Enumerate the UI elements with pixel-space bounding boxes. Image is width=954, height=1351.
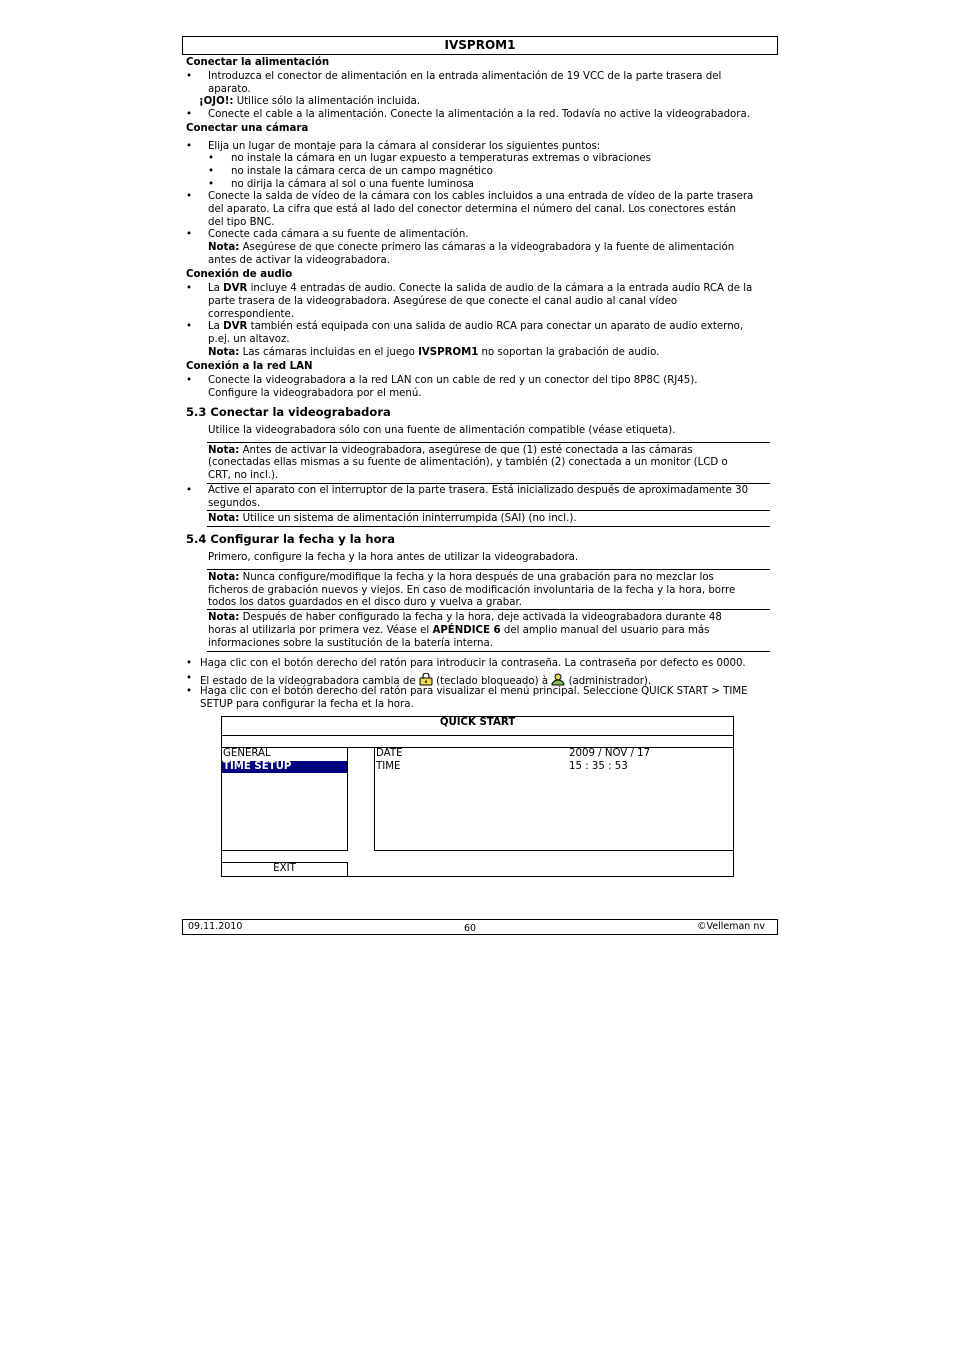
bullet: • <box>186 283 193 294</box>
bullet: • <box>186 141 193 152</box>
footer-copyright: ©Velleman nv <box>697 921 765 932</box>
footer-page-number: 60 <box>464 923 477 934</box>
sub-bullet: • <box>208 153 215 164</box>
menu-item-time-setup[interactable]: TIME SETUP <box>222 761 347 773</box>
warning-text: Utilice sólo la alimentación incluida. <box>233 96 421 107</box>
text-fragment: La <box>208 321 224 332</box>
text-line: no instale la cámara cerca de un campo magnético <box>231 166 493 177</box>
text-line: no dirija la cámara al sol o una fuente luminosa <box>231 179 474 190</box>
text-line: parte trasera de la videograbadora. Asegúrese de que conecte el canal audio al canal vídeo <box>208 296 678 307</box>
date-label: DATE <box>376 748 403 759</box>
text-fragment: del amplio manual del usuario para más <box>500 625 710 636</box>
text-fragment: (administrador). <box>565 676 652 687</box>
sub-bullet: • <box>208 179 215 190</box>
note-label: Nota: <box>208 242 240 253</box>
text-line: todos los datos guardados en el disco duro y vuelva a grabar. <box>208 597 522 608</box>
divider <box>207 526 770 527</box>
divider <box>207 609 770 610</box>
text-line: p.ej. un altavoz. <box>208 334 290 345</box>
text-line: ficheros de grabación nuevos y viejos. En caso de modificación involuntaria de la fecha y la hora, borre <box>208 585 736 596</box>
text-line: Conecte la salda de vídeo de la cámara con los cables incluidos a una entrada de vídeo de la parte trasera <box>208 191 754 202</box>
text-line: antes de activar la videograbadora. <box>208 255 390 266</box>
text-line: Utilice la videograbadora sólo con una fuente de alimentación compatible (véase etiqueta). <box>208 425 676 436</box>
document-footer <box>182 919 778 935</box>
bullet: • <box>186 686 193 697</box>
text-line: CRT, no incl.). <box>208 470 279 481</box>
text-line: del aparato. La cifra que está al lado del conector determina el número del canal. Los conectores están <box>208 204 736 215</box>
text-fragment: incluye 4 entradas de audio. Conecte la salida de audio de la cámara a la entrada audio RCA de la <box>247 283 753 294</box>
sub-bullet: • <box>208 166 215 177</box>
divider <box>207 569 770 570</box>
note-text: Después de haber configurado la fecha y la hora, deje activada la videograbadora durante 48 <box>239 612 722 623</box>
bullet: • <box>186 375 193 386</box>
note-label: Nota: <box>208 572 240 583</box>
note-label: Nota: <box>208 445 240 456</box>
divider <box>207 442 770 443</box>
text-line: Configure la videograbadora por el menú. <box>208 388 422 399</box>
dvr-term: DVR <box>223 283 248 294</box>
text-line: (conectadas ellas mismas a su fuente de alimentación), y también (2) conectada a un monitor (LCD o <box>208 457 728 468</box>
warning-label: ¡OJO!: <box>199 96 234 107</box>
section-heading-audio: Conexión de audio <box>186 269 293 280</box>
text-line <box>208 283 752 296</box>
bullet: • <box>186 485 193 496</box>
text-line: Active el aparato con el interruptor de la parte trasera. Está inicializado después de aproximadamente 30 <box>208 485 749 496</box>
bullet: • <box>186 321 193 332</box>
text-line: SETUP para configurar la fecha et la hora. <box>200 699 414 710</box>
bullet: • <box>186 658 193 669</box>
appendix-ref: APÉNDICE 6 <box>432 625 501 636</box>
administrator-icon <box>551 673 565 686</box>
text-fragment: también está equipada con una salida de audio RCA para conectar un aparato de audio externo, <box>247 321 744 332</box>
bullet: • <box>186 229 193 240</box>
text-line: Haga clic con el botón derecho del ratón para introducir la contraseña. La contraseña por defecto es 0000. <box>200 658 746 669</box>
note-text: Nunca configure/modifique la fecha y la hora después de una grabación para no mezclar los <box>239 572 714 583</box>
menu-title: QUICK START <box>439 717 516 728</box>
note-line <box>208 612 722 625</box>
text-line: aparato. <box>208 84 251 95</box>
section-heading-power: Conectar la alimentación <box>186 57 330 68</box>
note-line <box>208 513 577 526</box>
note-label: Nota: <box>208 612 240 623</box>
note-text: Utilice un sistema de alimentación ininterrumpida (SAI) (no incl.). <box>239 513 577 524</box>
date-field[interactable]: 2009 / NOV / 17 <box>569 748 651 759</box>
divider <box>207 651 770 652</box>
text-line: correspondiente. <box>208 309 295 320</box>
footer-date: 09.11.2010 <box>188 921 243 932</box>
text-line: no instale la cámara en un lugar expuesto a temperaturas extremas o vibraciones <box>231 153 651 164</box>
text-line: segundos. <box>208 498 261 509</box>
note-label: Nota: <box>208 347 240 358</box>
note-text: no soportan la grabación de audio. <box>478 347 660 358</box>
text-fragment: horas al utilizarla por primera vez. Véase el <box>208 625 433 636</box>
text-line: Primero, configure la fecha y la hora antes de utilizar la videograbadora. <box>208 552 579 563</box>
dvr-term: DVR <box>223 321 248 332</box>
section-heading-5-3: 5.3 Conectar la videograbadora <box>186 405 391 419</box>
bullet: • <box>186 191 193 202</box>
text-line <box>208 625 709 638</box>
text-line: Elija un lugar de montaje para la cámara al considerar los siguientes puntos: <box>208 141 601 152</box>
note-line <box>208 242 734 255</box>
time-label: TIME <box>376 761 401 772</box>
bullet: • <box>186 71 193 82</box>
menu-content-panel <box>374 747 734 851</box>
bullet: • <box>186 109 193 120</box>
text-line: Conecte la videograbadora a la red LAN con un cable de red y un conector del tipo 8P8C (RJ45). <box>208 375 698 386</box>
time-field[interactable]: 15 : 35 : 53 <box>569 761 628 772</box>
text-fragment: (teclado bloqueado) à <box>432 676 552 687</box>
section-heading-5-4: 5.4 Configurar la fecha y la hora <box>186 532 395 546</box>
note-text: Antes de activar la videograbadora, asegúrese de que (1) esté conectada a las cámaras <box>239 445 693 456</box>
bullet: • <box>186 673 193 684</box>
text-fragment: El estado de la videograbadora cambia de <box>200 676 419 687</box>
section-heading-lan: Conexión a la red LAN <box>186 361 313 372</box>
locked-keyboard-icon <box>419 673 433 686</box>
note-line <box>208 347 659 360</box>
note-line <box>208 572 714 585</box>
note-label: Nota: <box>208 513 240 524</box>
menu-item-general[interactable]: GENERAL <box>223 748 271 759</box>
text-fragment: La <box>208 283 224 294</box>
text-line <box>208 321 743 334</box>
header-title: IVSPROM1 <box>444 38 516 52</box>
text-line: Introduzca el conector de alimentación en la entrada alimentación de 19 VCC de la parte trasera del <box>208 71 722 82</box>
divider <box>207 510 770 511</box>
text-line: del tipo BNC. <box>208 217 275 228</box>
menu-divider <box>221 735 733 736</box>
text-line: informaciones sobre la sustitución de la batería interna. <box>208 638 493 649</box>
text-line: Conecte el cable a la alimentación. Conecte la alimentación a la red. Todavía no active la videograbadora. <box>208 109 750 120</box>
divider <box>207 483 770 484</box>
note-text: Asegúrese de que conecte primero las cámaras a la videograbadora y la fuente de alimentación <box>239 242 735 253</box>
text-line: Haga clic con el botón derecho del ratón para visualizar el menú principal. Seleccione QUICK START > TIME <box>200 686 748 697</box>
text-line: Conecte cada cámara a su fuente de alimentación. <box>208 229 469 240</box>
model-name: IVSPROM1 <box>418 347 479 358</box>
document-header <box>182 36 778 55</box>
exit-button[interactable]: EXIT <box>273 863 296 874</box>
section-heading-camera: Conectar una cámara <box>186 123 309 134</box>
warning-line <box>199 96 420 109</box>
note-text: Las cámaras incluidas en el juego <box>239 347 419 358</box>
note-line <box>208 445 693 458</box>
